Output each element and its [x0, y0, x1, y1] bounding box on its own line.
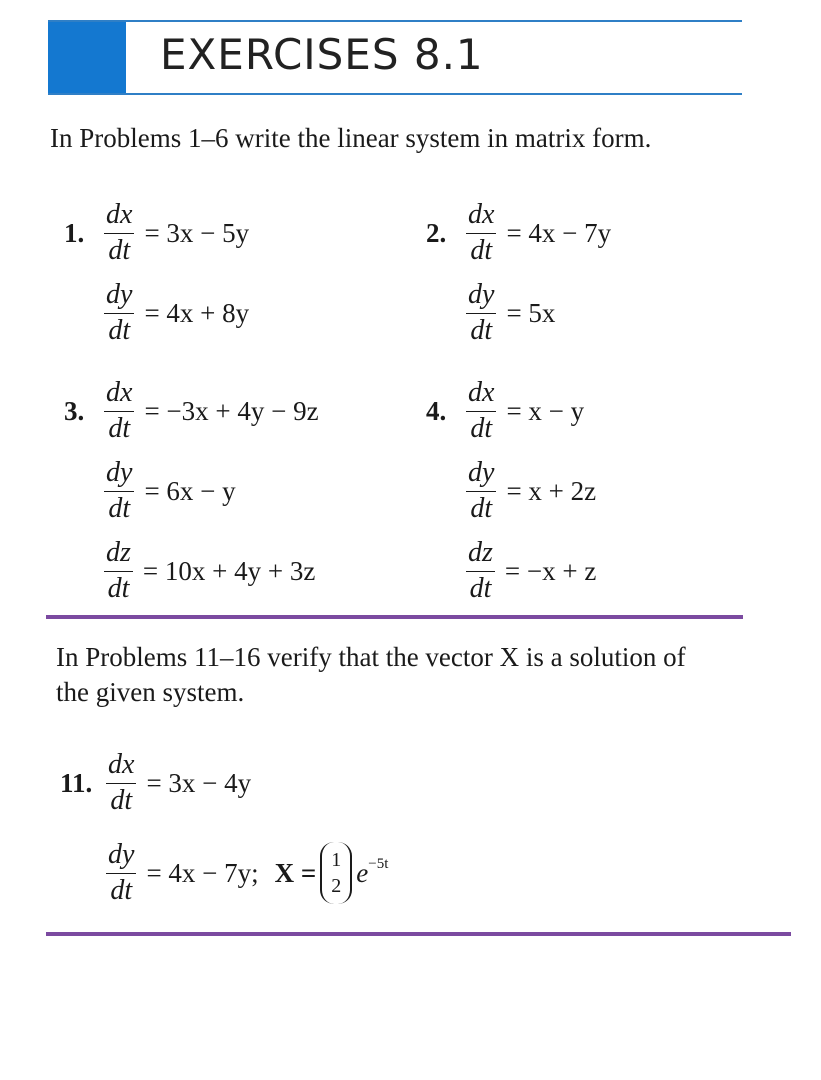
problem-3-eq-1 — [64, 374, 319, 448]
equation-rhs: = 4x + 8y — [144, 297, 250, 328]
derivative: $\frac{dz}{dt}$ — [468, 537, 493, 604]
equation-rhs: = 3x − 4y — [146, 767, 252, 798]
problem-11-eq-1 — [60, 746, 251, 820]
equation-rhs: = −x + z — [504, 555, 597, 586]
exponential: $e^{-5t}$ — [356, 855, 389, 888]
problem-2-eq-2 — [460, 276, 555, 350]
header-top-rule — [48, 20, 742, 22]
problem-number: 3. — [64, 395, 85, 426]
header-blue-block — [48, 22, 126, 94]
problem-number: 11. — [60, 767, 93, 798]
equation-rhs: = 4x − 7y — [506, 217, 612, 248]
derivative: $\frac{dy}{dt}$ — [468, 279, 495, 346]
equation-rhs: = −3x + 4y − 9z — [144, 395, 319, 426]
equation-rhs: = x + 2z — [506, 475, 597, 506]
derivative: $\frac{dx}{dt}$ — [468, 377, 495, 444]
vector-entry: 1 — [331, 849, 342, 871]
derivative: $\frac{dy}{dt}$ — [106, 457, 133, 524]
problem-2-eq-1 — [426, 196, 611, 270]
vector-label: X = — [274, 857, 317, 888]
section1-intro: In Problems 1–6 write the linear system in matrix form. — [50, 123, 652, 153]
vector-entry: 2 — [331, 875, 342, 897]
problem-4-eq-2 — [460, 454, 596, 528]
problem-number: 1. — [64, 217, 85, 248]
equation-rhs: = 5x — [506, 297, 556, 328]
section2-intro-line2: the given system. — [56, 677, 245, 707]
derivative: $\frac{dy}{dt}$ — [468, 457, 495, 524]
equation-rhs: = 3x − 5y — [144, 217, 250, 248]
page-title: EXERCISES 8.1 — [160, 30, 484, 79]
problem-3-eq-3 — [98, 534, 315, 608]
section-divider — [46, 615, 743, 619]
equation-rhs: = x − y — [506, 395, 585, 426]
problem-1-eq-1 — [64, 196, 249, 270]
section2-intro-line1: In Problems 11–16 verify that the vector X is a solution of — [56, 642, 686, 672]
problem-4-eq-3 — [460, 534, 596, 608]
derivative: $\frac{dx}{dt}$ — [468, 199, 495, 266]
problem-4-eq-1 — [426, 374, 584, 448]
derivative: $\frac{dx}{dt}$ — [106, 377, 133, 444]
equation-rhs: = 6x − y — [144, 475, 236, 506]
problem-11-eq-2 — [100, 836, 388, 910]
equation-rhs: = 4x − 7y; — [146, 857, 259, 888]
bottom-divider — [46, 932, 791, 936]
column-vector — [320, 842, 352, 904]
equation-rhs: = 10x + 4y + 3z — [142, 555, 316, 586]
derivative: $\frac{dz}{dt}$ — [106, 537, 131, 604]
derivative: $\frac{dx}{dt}$ — [108, 749, 135, 816]
problem-number: 4. — [426, 395, 447, 426]
derivative: $\frac{dy}{dt}$ — [106, 279, 133, 346]
problem-3-eq-2 — [98, 454, 236, 528]
derivative: $\frac{dy}{dt}$ — [108, 839, 135, 906]
problem-1-eq-2 — [98, 276, 249, 350]
problem-number: 2. — [426, 217, 447, 248]
header-bottom-rule — [48, 93, 742, 95]
derivative: $\frac{dx}{dt}$ — [106, 199, 133, 266]
